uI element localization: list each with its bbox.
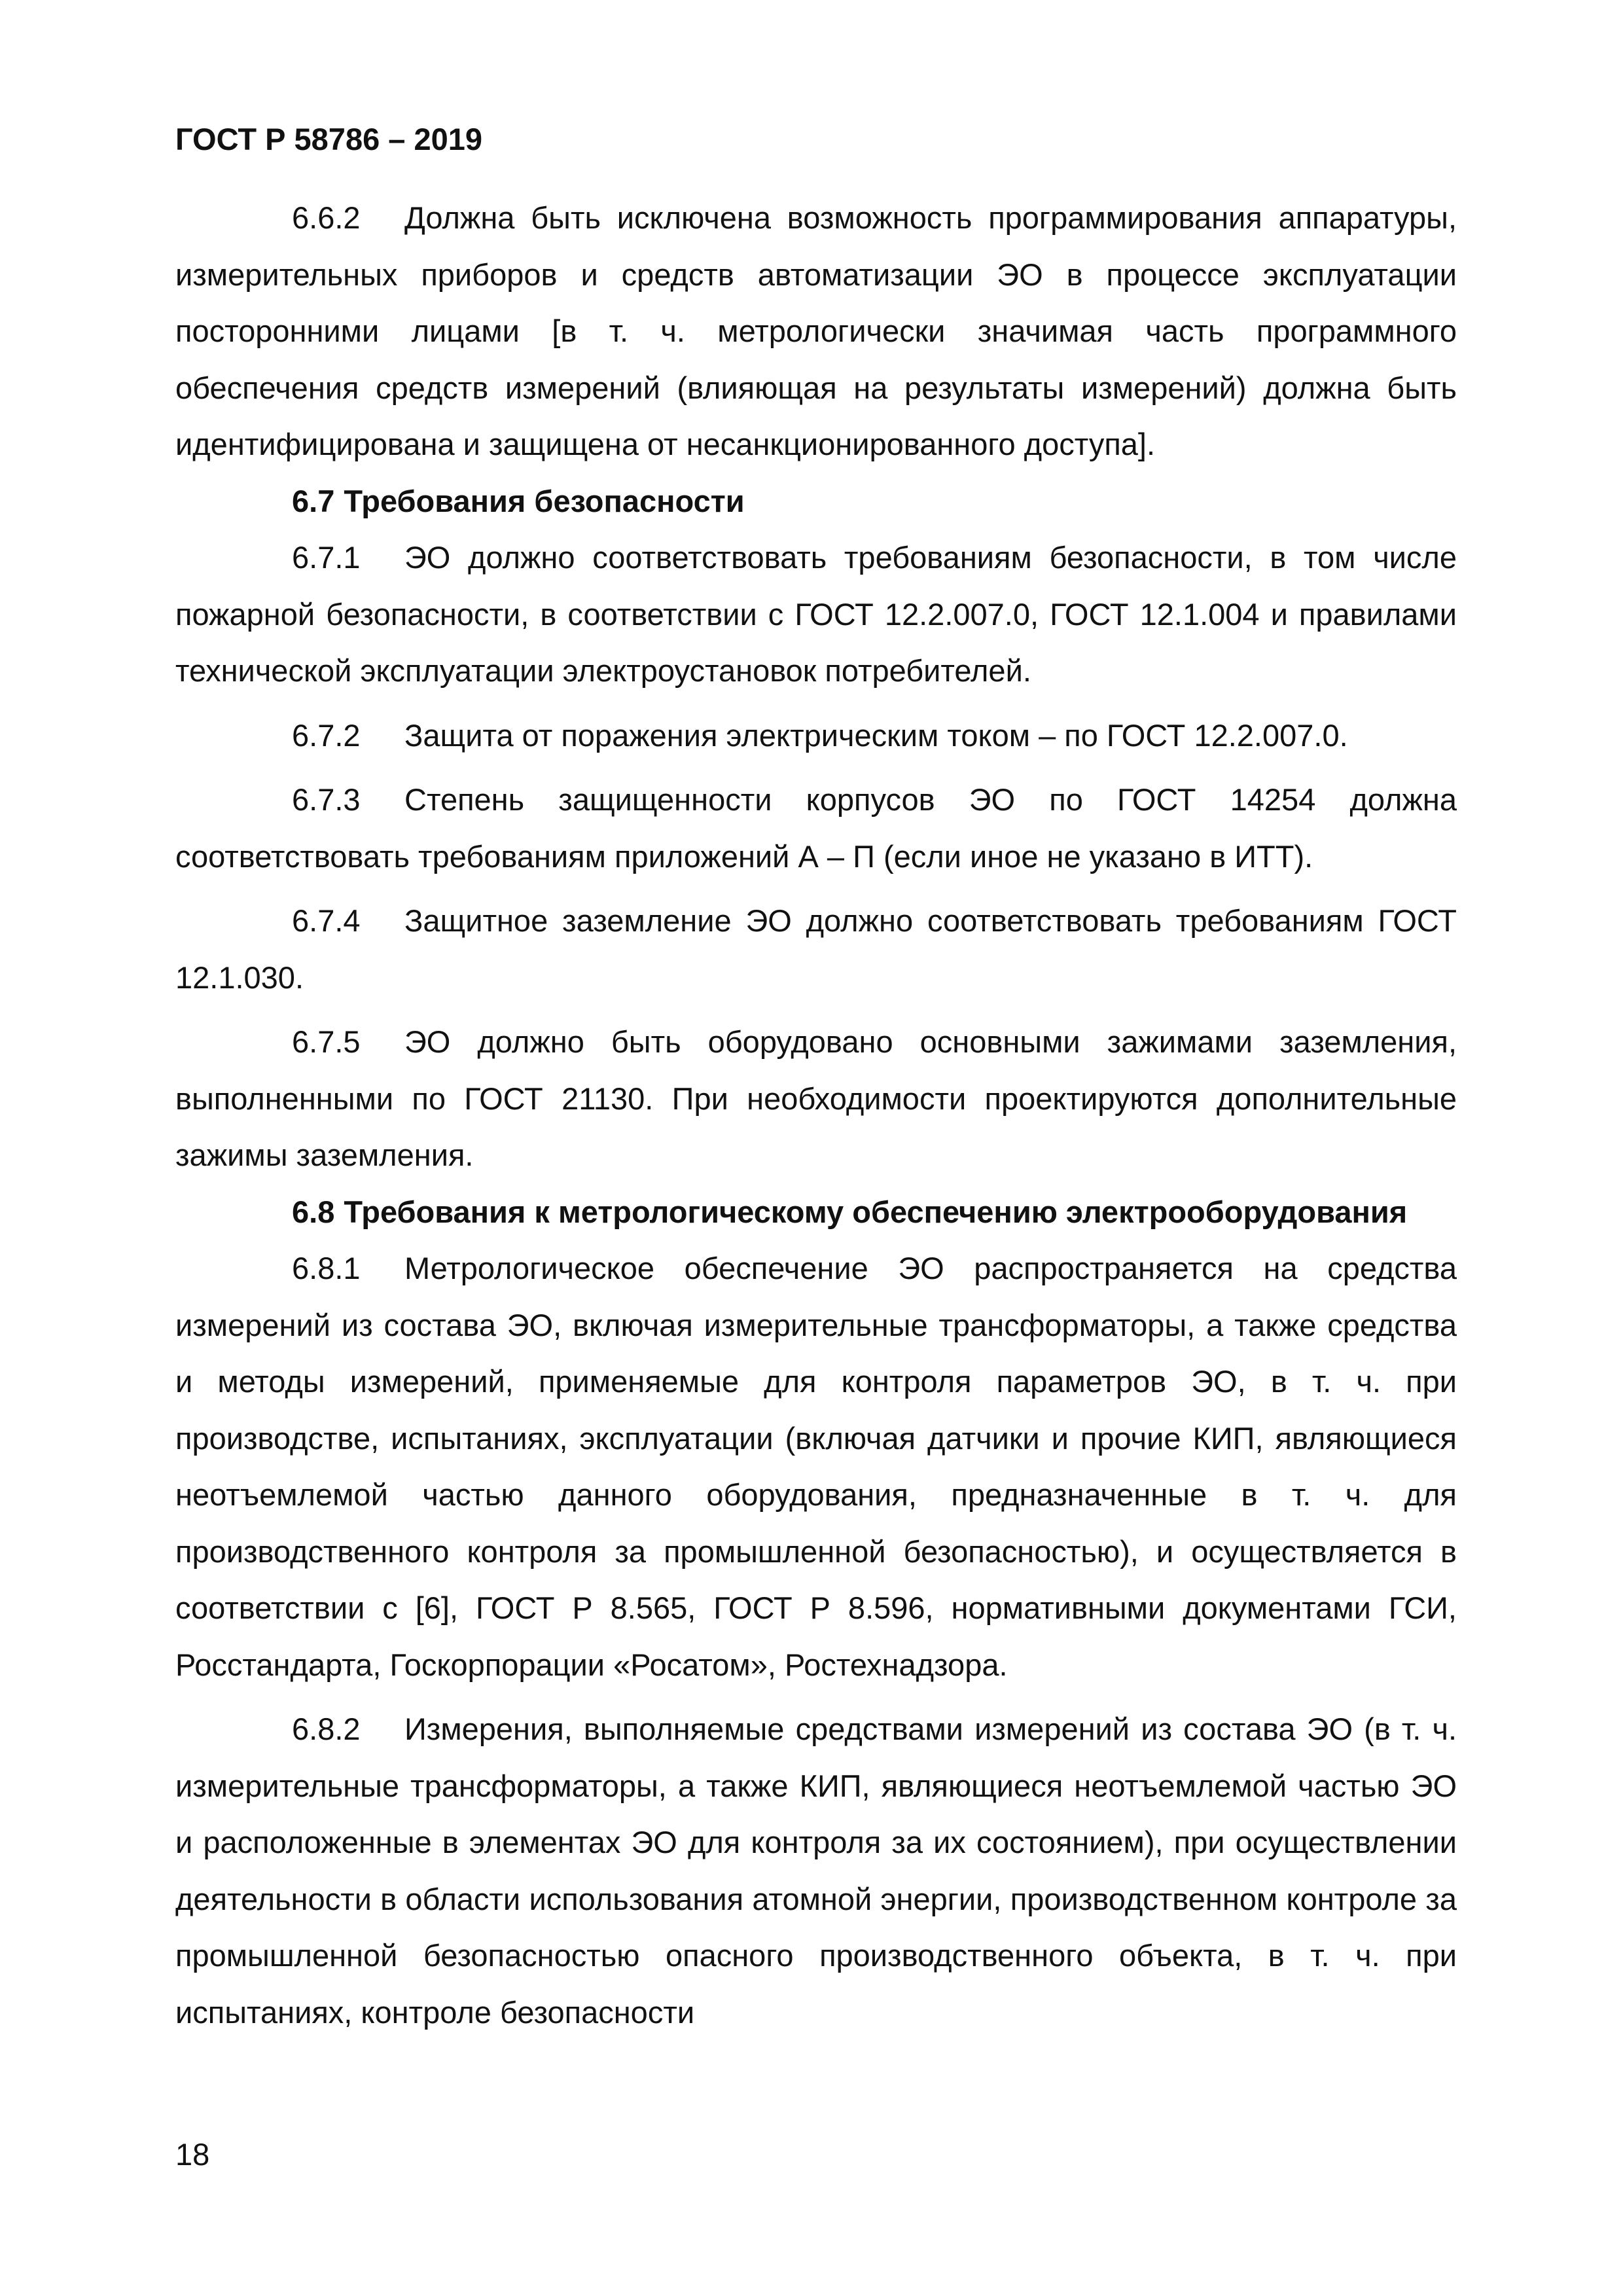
clause-number: 6.7.4 (292, 903, 361, 938)
section-title: Требования безопасности (344, 483, 745, 518)
paragraph-6-8-2 (175, 1701, 1457, 2041)
paragraph-6-7-2 (175, 708, 1457, 764)
paragraph-6-8-1 (175, 1240, 1457, 1693)
clause-text: Должна быть исключена возможность программирования аппаратуры, измерительных приборов и средств автоматизации ЭО в процессе эксплуатации посторонними лицами [в т. ч. метрологически значимая часть программного обеспечения средств измерений (влияющая на результаты измерений) должна быть идентифицирована и защищена от несанкционированного доступа]. (175, 200, 1457, 461)
clause-text: Измерения, выполняемые средствами измерений из состава ЭО (в т. ч. измерительные трансформаторы, а также КИП, являющиеся неотъемлемой частью ЭО и расположенные в элементах ЭО для контроля за их состоянием), при осуществлении деятельности в области использования атомной энергии, производственном контроле за промышленной безопасностью опасного производственного объекта, в т. ч. при испытаниях, контроле безопасности (175, 1712, 1457, 2030)
section-heading-6-8 (175, 1184, 1457, 1241)
section-number: 6.7 (292, 483, 335, 518)
clause-number: 6.7.5 (292, 1024, 361, 1059)
section-heading-6-7 (175, 473, 1457, 530)
paragraph-6-7-3 (175, 772, 1457, 885)
clause-text: Степень защищенности корпусов ЭО по ГОСТ 14254 должна соответствовать требованиям приложений А – П (если иное не указано в ИТТ). (175, 782, 1457, 874)
section-number: 6.8 (292, 1194, 335, 1229)
paragraph-6-7-4 (175, 893, 1457, 1006)
section-title: Требования к метрологическому обеспечению электрооборудования (344, 1194, 1408, 1229)
clause-number: 6.8.2 (292, 1712, 361, 1746)
clause-number: 6.6.2 (292, 200, 361, 235)
page-number: 18 (175, 2137, 210, 2172)
clause-number: 6.7.1 (292, 540, 361, 575)
paragraph-6-7-1 (175, 529, 1457, 700)
document-body (175, 190, 1457, 2041)
clause-number: 6.7.2 (292, 717, 361, 753)
paragraph-6-6-2 (175, 190, 1457, 473)
clause-number: 6.8.1 (292, 1251, 361, 1285)
clause-text: Метрологическое обеспечение ЭО распространяется на средства измерений из состава ЭО, включая измерительные трансформаторы, а также средства и методы измерений, применяемые для контроля параметров ЭО, в т. ч. при производстве, испытаниях, эксплуатации (включая датчики и прочие КИП, являющиеся неотъемлемой частью данного оборудования, предназначенные в т. ч. для производственного контроля за промышленной безопасностью), и осуществляется в соответствии с [6], ГОСТ Р 8.565, ГОСТ Р 8.596, нормативными документами ГСИ, Росстандарта, Госкорпорации «Росатом», Ростехнадзора. (175, 1251, 1457, 1682)
clause-text: ЭО должно быть оборудовано основными зажимами заземления, выполненными по ГОСТ 21130. При необходимости проектируются дополнительные зажимы заземления. (175, 1024, 1457, 1172)
clause-text: Защитное заземление ЭО должно соответствовать требованиям ГОСТ 12.1.030. (175, 903, 1457, 995)
clause-text: ЭО должно соответствовать требованиям безопасности, в том числе пожарной безопасности, в соответствии с ГОСТ 12.2.007.0, ГОСТ 12.1.004 и правилами технической эксплуатации электроустановок потребителей. (175, 540, 1457, 688)
clause-text: Защита от поражения электрическим током – по ГОСТ 12.2.007.0. (404, 717, 1348, 753)
clause-number: 6.7.3 (292, 782, 361, 817)
paragraph-6-7-5 (175, 1014, 1457, 1184)
document-header: ГОСТ Р 58786 – 2019 (175, 122, 483, 156)
